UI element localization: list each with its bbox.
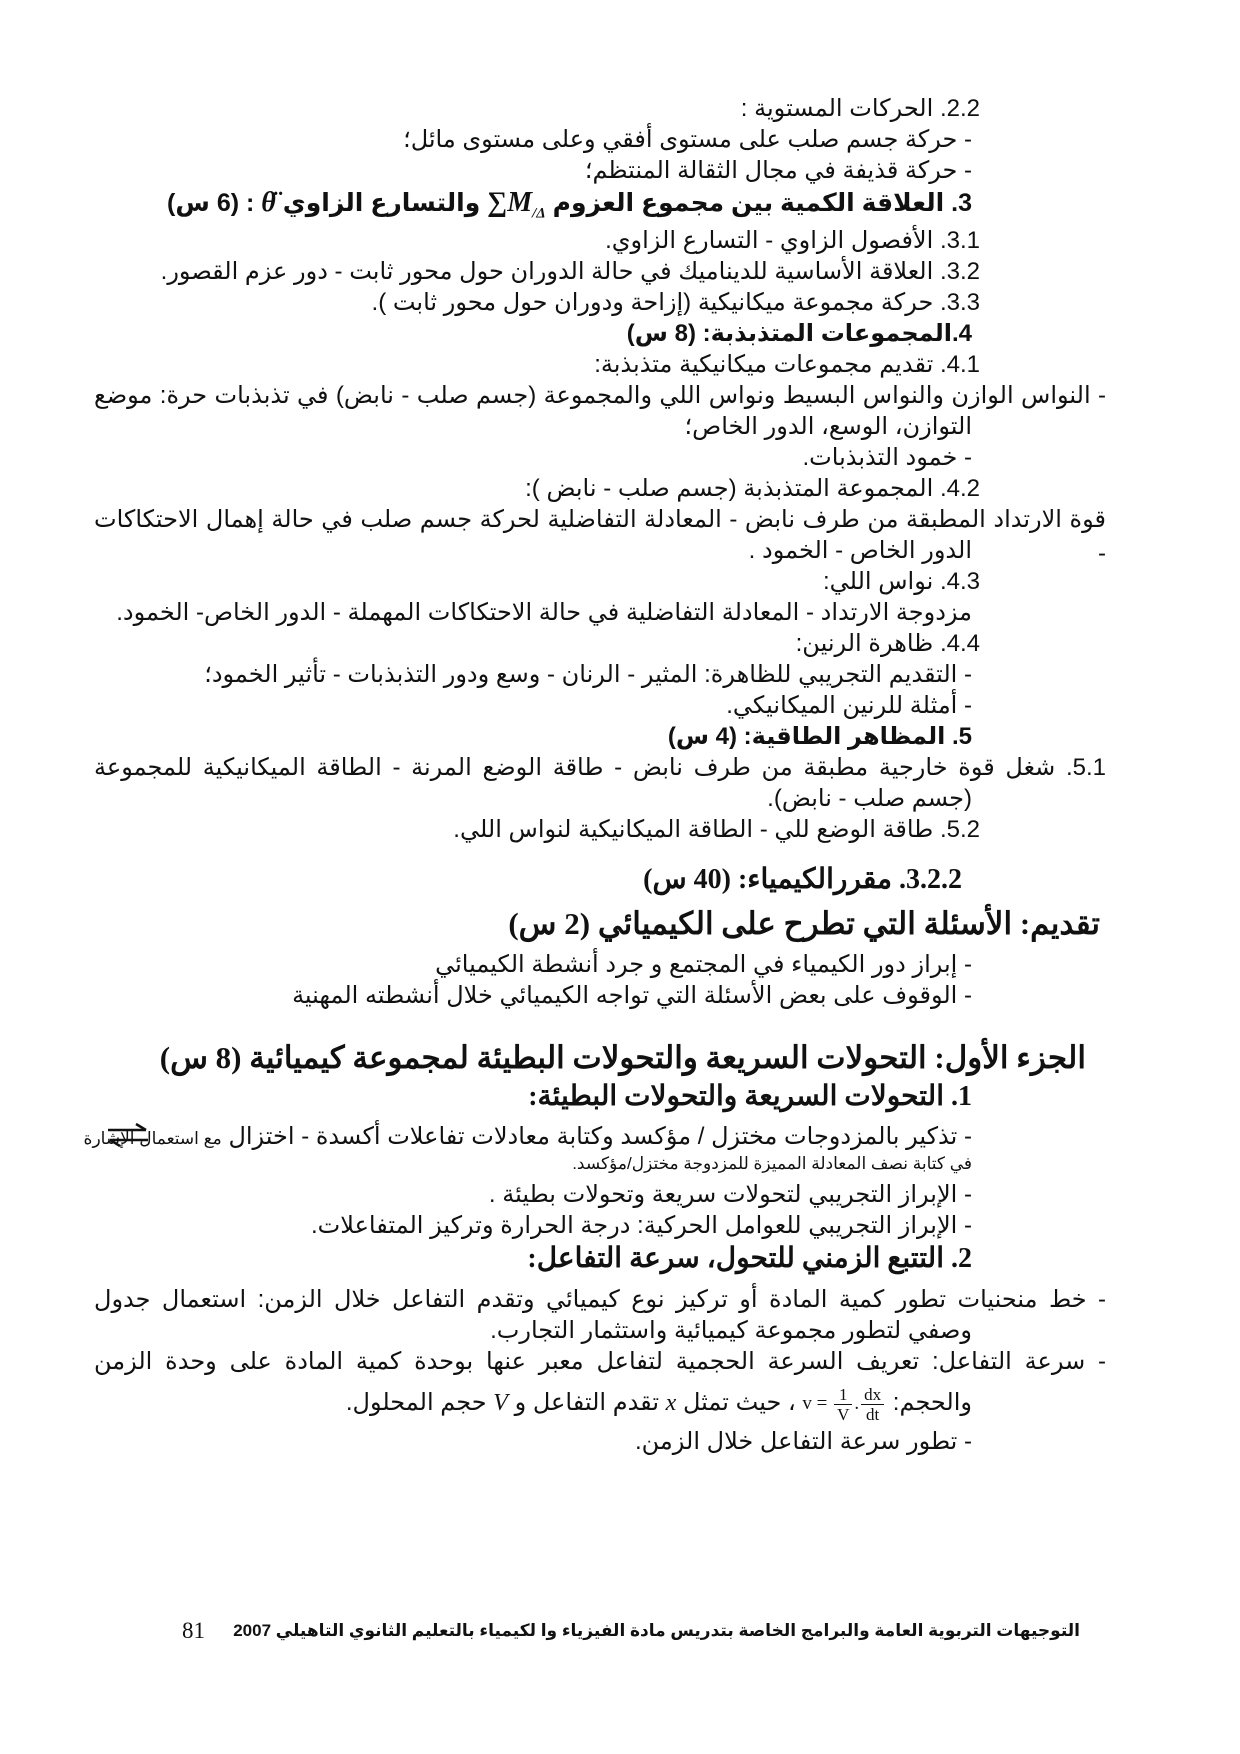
list-item: - إبراز دور الكيمياء في المجتمع و جرد أنشطة الكيميائي: [435, 951, 972, 978]
rate-definition-line: [346, 1378, 972, 1428]
angular-acceleration-symbol: θ̈: [261, 187, 276, 218]
subsection-4-2: 4.2. المجموعة المتذبذبة (جسم صلب - نابض ):: [525, 475, 980, 502]
list-item-text-small: مع استعمال الإشارة: [83, 1129, 222, 1148]
chem-section-2-heading: 2. التتبع الزمني للتحول، سرعة التفاعل:: [527, 1243, 972, 1274]
list-item: - حركة قذيفة في مجال الثقالة المنتظم؛: [584, 157, 972, 184]
section-3-duration: : (6 س): [167, 189, 255, 217]
moment-sum-symbol: $\sum M_{/\Delta}$: [487, 187, 546, 222]
list-item-text: - تذكير بالمزدوجات مختزل / مؤكسد وكتابة معادلات تفاعلات أكسدة - اختزال: [228, 1123, 972, 1150]
section-3-heading: [167, 186, 972, 220]
formula-fraction-1-over-v: $\frac{1}{V}$: [834, 1385, 852, 1424]
paragraph-line: الدور الخاص - الخمود .: [748, 537, 972, 564]
formula-lhs: v =: [802, 1392, 828, 1414]
list-item: - خمود التذبذبات.: [802, 444, 972, 471]
formula-fraction-dx-dt: $\frac{dx}{dt}$: [861, 1385, 884, 1424]
paragraph-line: - النواس الوازن والنواس البسيط ونواس اللي والمجموعة (جسم صلب - نابض) في تذبذبات حرة: موضع: [94, 382, 1106, 409]
paragraph-line: (جسم صلب - نابض).: [767, 785, 972, 812]
paragraph-line: التوازن، الوسع، الدور الخاص؛: [684, 413, 972, 440]
list-item: - تطور سرعة التفاعل خلال الزمن.: [634, 1428, 972, 1455]
list-item: - سرعة التفاعل: تعريف السرعة الحجمية لتفاعل معبر عنها بوحدة كمية المادة على وحدة الزمن: [94, 1348, 1106, 1375]
section-3-title-part1: 3. العلاقة الكمية بين مجموع العزوم: [552, 189, 972, 217]
variable-v: V: [493, 1390, 508, 1416]
introduction-heading: تقديم: الأسئلة التي تطرح على الكيميائي (2 س): [508, 906, 1100, 941]
list-item: - الوقوف على بعض الأسئلة التي تواجه الكيميائي خلال أنشطته المهنية: [292, 982, 972, 1009]
page-number: 81: [182, 1618, 205, 1643]
section-5-heading: 5. المظاهر الطاقية: (4 س): [667, 723, 972, 750]
paragraph-text: والحجم:: [892, 1389, 972, 1416]
list-item: - التقديم التجريبي للظاهرة: المثير - الرنان - وسع ودور التذبذبات - تأثير الخمود؛: [204, 661, 972, 688]
list-item: [84, 1120, 972, 1154]
subsection-5-2: 5.2. طاقة الوضع للي - الطاقة الميكانيكية لنواس اللي.: [453, 816, 980, 843]
paragraph-text: حجم المحلول.: [345, 1389, 487, 1416]
double-harpoon-arrows-icon: [106, 1122, 150, 1148]
list-item: - حركة جسم صلب على مستوى أفقي وعلى مستوى مائل؛: [403, 126, 972, 153]
paragraph-line: في كتابة نصف المعادلة المميزة للمزدوجة مختزل/مؤكسد.: [572, 1154, 972, 1173]
list-item: - خط منحنيات تطور كمية المادة أو تركيز نوع كيميائي وتقدم التفاعل خلال الزمن: استعمال جدول: [94, 1286, 1106, 1313]
footer-title: التوجيهات التربوية العامة والبرامج الخاصة بتدريس مادة الفيزياء وا لكيمياء بالتعليم الثانوي التاهيلي 2007: [233, 1621, 1080, 1640]
subsection-3-3: 3.3. حركة مجموعة ميكانيكية (إزاحة ودوران حول محور ثابت ).: [371, 289, 980, 316]
section-2-2-heading: 2.2. الحركات المستوية :: [740, 95, 980, 122]
list-item: - أمثلة للرنين الميكانيكي.: [726, 692, 972, 719]
subsection-4-3: 4.3. نواس اللي:: [822, 568, 980, 595]
variable-x: x: [665, 1390, 677, 1416]
paragraph-line: مزدوجة الارتداد - المعادلة التفاضلية في حالة الاحتكاكات المهملة - الدور الخاص- الخمود.: [116, 599, 972, 626]
list-item: - الإبراز التجريبي لتحولات سريعة وتحولات بطيئة .: [488, 1181, 972, 1208]
subsection-5-1: 5.1. شغل قوة خارجية مطبقة من طرف نابض - طاقة الوضع المرنة - الطاقة الميكانيكية للمجموعة: [94, 754, 1106, 781]
subsection-4-4: 4.4. ظاهرة الرنين:: [795, 630, 980, 657]
chem-section-1-heading: 1. التحولات السريعة والتحولات البطيئة:: [528, 1081, 972, 1112]
section-4-heading: 4.المجموعات المتذبذبة: (8 س): [626, 320, 972, 347]
subsection-3-2: 3.2. العلاقة الأساسية للديناميك في حالة الدوران حول محور ثابت - دور عزم القصور.: [160, 258, 980, 285]
paragraph-line: قوة الارتداد المطبقة من طرف نابض - المعادلة التفاضلية لحركة جسم صلب في حالة إهمال الاحتكاكات -: [94, 506, 1106, 567]
paragraph-line: وصفي لتطور مجموعة كيميائية واستثمار التجارب.: [490, 1317, 972, 1344]
subsection-3-1: 3.1. الأفصول الزاوي - التسارع الزاوي.: [605, 227, 980, 254]
paragraph-text: تقدم التفاعل و: [514, 1389, 659, 1416]
section-3-title-part2: والتسارع الزاوي: [282, 189, 481, 217]
reaction-rate-formula: v = $\frac{1}{V}$ . $\frac{dx}{dt}$: [802, 1379, 886, 1429]
paragraph-text: ، حيث تمثل: [683, 1389, 796, 1416]
subsection-4-1: 4.1. تقديم مجموعات ميكانيكية متذبذبة:: [594, 351, 980, 378]
part-one-heading: الجزء الأول: التحولات السريعة والتحولات البطيئة لمجموعة كيميائية (8 س): [159, 1040, 1086, 1075]
chemistry-course-heading: 3.2.2. مقررالكيمياء: (40 س): [643, 864, 962, 895]
list-item: - الإبراز التجريبي للعوامل الحركية: درجة الحرارة وتركيز المتفاعلات.: [310, 1212, 972, 1239]
